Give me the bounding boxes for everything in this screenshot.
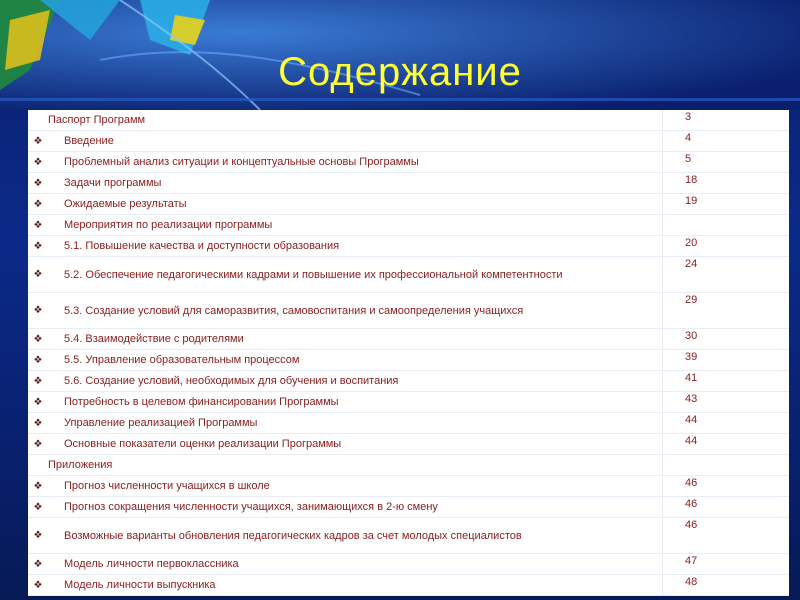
contents-page-number: 43 <box>663 392 790 413</box>
contents-page-number: 41 <box>663 371 790 392</box>
contents-entry-text: Возможные варианты обновления педагогических кадров за счет молодых специалистов <box>48 518 663 554</box>
contents-entry-text: Мероприятия по реализации программы <box>48 215 663 236</box>
contents-entry-text: Ожидаемые результаты <box>48 194 663 215</box>
contents-entry-text: Проблемный анализ ситуации и концептуальные основы Программы <box>48 152 663 173</box>
diamond-bullet-icon: ❖ <box>28 371 48 392</box>
contents-page-number: 4 <box>663 131 790 152</box>
contents-entry-text: Модель личности выпускника <box>48 575 663 596</box>
diamond-bullet-icon: ❖ <box>28 194 48 215</box>
contents-entry-text: 5.2. Обеспечение педагогическими кадрами и повышение их профессиональной компетентности <box>48 257 663 293</box>
diamond-bullet-icon: ❖ <box>28 476 48 497</box>
contents-entry-text: Паспорт Программ <box>48 110 663 131</box>
contents-page-number: 39 <box>663 350 790 371</box>
contents-entry-text: 5.1. Повышение качества и доступности образования <box>48 236 663 257</box>
contents-row <box>28 554 789 575</box>
contents-page-number <box>663 215 790 236</box>
contents-entry-text: Управление реализацией Программы <box>48 413 663 434</box>
contents-row <box>28 329 789 350</box>
diamond-bullet-icon: ❖ <box>28 215 48 236</box>
contents-row <box>28 413 789 434</box>
contents-row <box>28 215 789 236</box>
contents-page-number: 18 <box>663 173 790 194</box>
contents-page-number: 46 <box>663 476 790 497</box>
contents-entry-text: Модель личности первоклассника <box>48 554 663 575</box>
diamond-bullet-icon: ❖ <box>28 350 48 371</box>
contents-row <box>28 455 789 476</box>
diamond-bullet-icon: ❖ <box>28 152 48 173</box>
contents-row <box>28 497 789 518</box>
contents-entry-text: Прогноз сокращения численности учащихся, занимающихся в 2-ю смену <box>48 497 663 518</box>
contents-row <box>28 236 789 257</box>
contents-row <box>28 110 789 131</box>
contents-entry-text: Прогноз численности учащихся в школе <box>48 476 663 497</box>
contents-row <box>28 194 789 215</box>
contents-page-number: 48 <box>663 575 790 596</box>
contents-page-number: 46 <box>663 518 790 554</box>
contents-page-number: 46 <box>663 497 790 518</box>
contents-entry-text: Введение <box>48 131 663 152</box>
diamond-bullet-icon: ❖ <box>28 329 48 350</box>
contents-page-number: 30 <box>663 329 790 350</box>
diamond-bullet-icon: ❖ <box>28 392 48 413</box>
diamond-bullet-icon: ❖ <box>28 497 48 518</box>
contents-row <box>28 257 789 293</box>
contents-entry-text: Основные показатели оценки реализации Программы <box>48 434 663 455</box>
contents-entry-text: Приложения <box>48 455 663 476</box>
contents-row <box>28 173 789 194</box>
diamond-bullet-icon: ❖ <box>28 554 48 575</box>
contents-entry-text: Задачи программы <box>48 173 663 194</box>
contents-row <box>28 152 789 173</box>
contents-page-number: 44 <box>663 434 790 455</box>
diamond-bullet-icon: ❖ <box>28 173 48 194</box>
contents-page-number: 44 <box>663 413 790 434</box>
contents-table <box>28 110 789 596</box>
contents-entry-text: 5.5. Управление образовательным процессом <box>48 350 663 371</box>
diamond-bullet-icon: ❖ <box>28 257 48 293</box>
contents-entry-text: 5.3. Создание условий для саморазвития, самовоспитания и самоопределения учащихся <box>48 293 663 329</box>
diamond-bullet-icon: ❖ <box>28 236 48 257</box>
contents-entry-text: 5.4. Взаимодействие с родителями <box>48 329 663 350</box>
contents-page-number: 47 <box>663 554 790 575</box>
contents-page-number: 29 <box>663 293 790 329</box>
contents-page-number: 20 <box>663 236 790 257</box>
contents-row <box>28 371 789 392</box>
diamond-bullet-icon: ❖ <box>28 518 48 554</box>
diamond-bullet-icon: ❖ <box>28 575 48 596</box>
diamond-bullet-icon: ❖ <box>28 131 48 152</box>
diamond-bullet-icon: ❖ <box>28 434 48 455</box>
contents-page-number: 3 <box>663 110 790 131</box>
contents-row <box>28 476 789 497</box>
page-title: Содержание <box>278 50 522 94</box>
contents-entry-text: Потребность в целевом финансировании Программы <box>48 392 663 413</box>
diamond-bullet-icon: ❖ <box>28 413 48 434</box>
contents-entry-text: 5.6. Создание условий, необходимых для обучения и воспитания <box>48 371 663 392</box>
contents-row <box>28 131 789 152</box>
contents-row <box>28 434 789 455</box>
contents-page-number: 5 <box>663 152 790 173</box>
contents-row <box>28 293 789 329</box>
contents-page-number: 24 <box>663 257 790 293</box>
contents-row <box>28 350 789 371</box>
contents-row <box>28 575 789 596</box>
contents-page-number: 19 <box>663 194 790 215</box>
contents-row <box>28 518 789 554</box>
contents-page-number <box>663 455 790 476</box>
contents-row <box>28 392 789 413</box>
diamond-bullet-icon: ❖ <box>28 293 48 329</box>
